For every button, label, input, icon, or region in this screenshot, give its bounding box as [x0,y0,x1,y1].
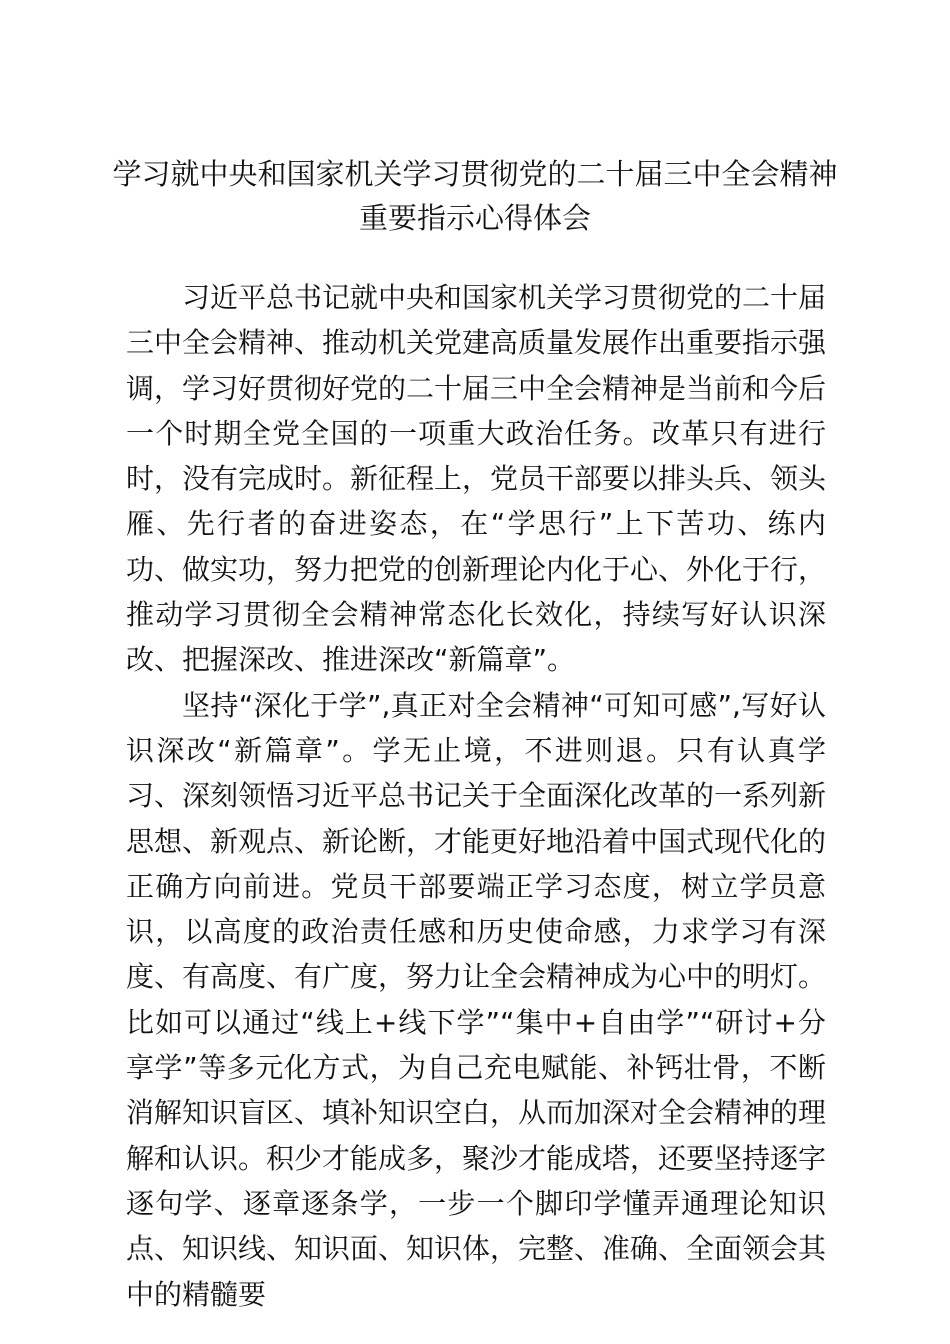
document-body [126,275,826,1317]
paragraph-study: 坚持“深化于学”,真正对全会精神“可知可感”,写好认识深改“新篇章”。学无止境，不进则退。只有认真学习、深刻领悟习近平总书记关于全面深化改革的一系列新思想、新观点、新论断，才能更好地沿着中国式现代化的正确方向前进。党员干部要端正学习态度，树立学员意识，以高度的政治责任感和历史使命感，力求学习有深度、有高度、有广度，努力让全会精神成为心中的明灯。比如可以通过“线上+线下学”“集中+自由学”“研讨+分享学”等多元化方式，为自己充电赋能、补钙壮骨，不断消解知识盲区、填补知识空白，从而加深对全会精神的理解和认识。积少才能成多，聚沙才能成塔，还要坚持逐字逐句学、逐章逐条学，一步一个脚印学懂弄通理论知识点、知识线、知识面、知识体，完整、准确、全面领会其中的精髓要 [126,688,827,1311]
paragraph-intro: 习近平总书记就中央和国家机关学习贯彻党的二十届三中全会精神、推动机关党建高质量发展作出重要指示强调，学习好贯彻好党的二十届三中全会精神是当前和今后一个时期全党全国的一项重大政治任务。改革只有进行时，没有完成时。新征程上，党员干部要以排头兵、领头雁、先行者的奋进姿态，在“学思行”上下苦功、练内功、做实功，努力把党的创新理论内化于心、外化于行，推动学习贯彻全会精神常态化长效化，持续写好认识深改、把握深改、推进深改“新篇章”。 [126,281,827,677]
document-title: 学习就中央和国家机关学习贯彻党的二十届三中全会精神重要指示心得体会 [112,157,838,235]
